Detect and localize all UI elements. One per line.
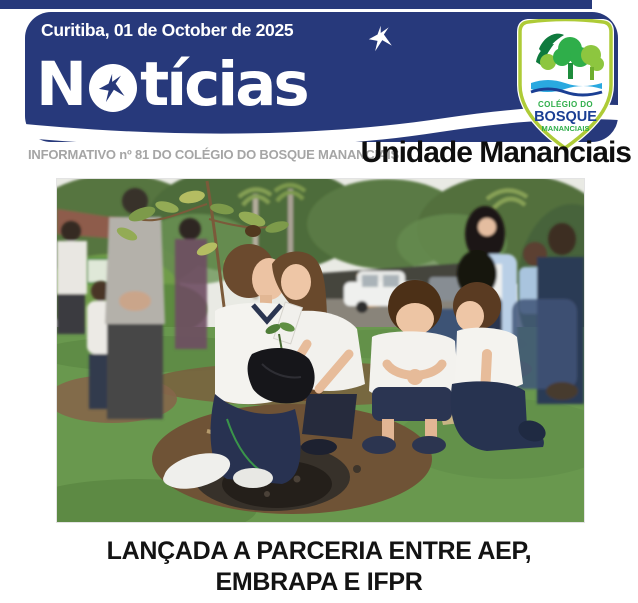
headline [0,536,638,598]
title-suffix: tícias [140,49,307,120]
informativo-line: INFORMATIVO nº 81 DO COLÉGIO DO BOSQUE MANANCIAIS [28,147,400,162]
logo-text-bosque: BOSQUE [534,109,597,125]
logo-text-colegio: COLÉGIO DO [537,100,594,109]
swallow-bird-icon [368,25,395,52]
title-prefix: N [36,49,85,120]
title-o-bird-icon [89,64,137,112]
photo-illustration [57,179,584,522]
school-logo [517,19,614,153]
newsletter-title [36,49,307,120]
unidade-label: Unidade Mananciais [360,136,631,169]
logo-text-mananciais: MANANCIAIS [541,124,590,133]
top-edge-strip [0,0,592,9]
headline-line-1: LANÇADA A PARCERIA ENTRE AEP, [106,537,532,565]
headline-line-2: EMBRAPA E IFPR [215,568,423,596]
date-line: Curitiba, 01 de October de 2025 [41,20,294,40]
